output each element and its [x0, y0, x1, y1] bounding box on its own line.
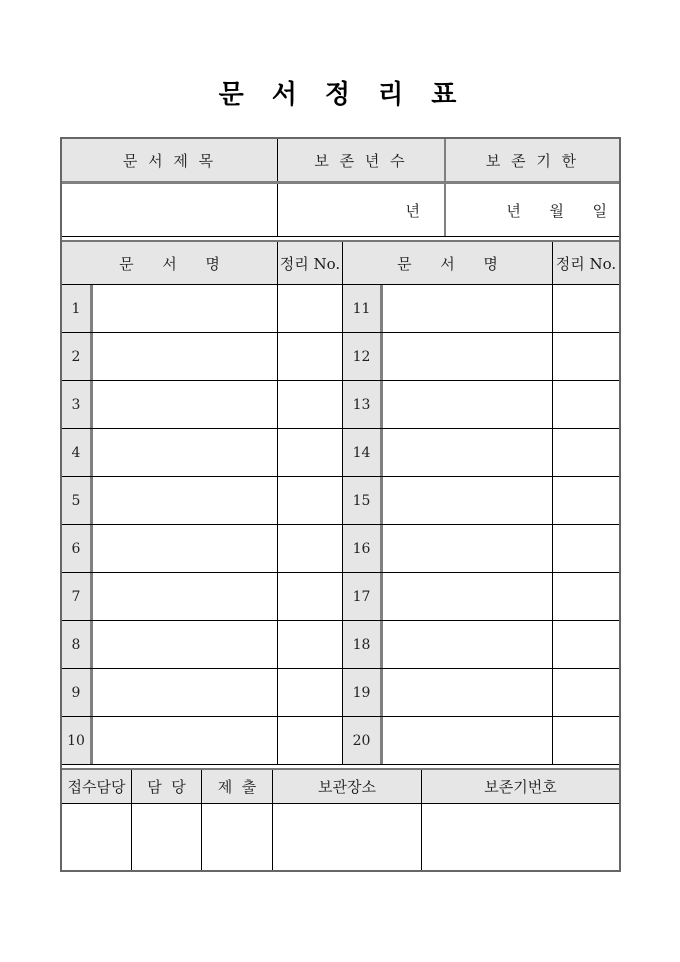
sort-no-cell-right[interactable]	[553, 429, 619, 476]
sort-no-cell-left[interactable]	[278, 573, 343, 620]
table-row	[62, 285, 619, 333]
doc-name-cell-left[interactable]	[93, 285, 278, 332]
row-number-right: 17	[343, 573, 383, 620]
charge-input-cell[interactable]	[132, 804, 202, 870]
table-row	[62, 381, 619, 429]
submit-input-cell[interactable]	[202, 804, 273, 870]
table-row	[62, 717, 619, 765]
row-number-left: 3	[62, 381, 93, 428]
doc-name-header-left: 문 서 명	[62, 242, 278, 284]
bottom-value-row	[62, 804, 619, 870]
table-row	[62, 525, 619, 573]
doc-name-cell-left[interactable]	[93, 333, 278, 380]
row-number-left: 10	[62, 717, 93, 764]
sort-no-cell-right[interactable]	[553, 621, 619, 668]
table-row	[62, 333, 619, 381]
row-number-left: 9	[62, 669, 93, 716]
retention-years-header: 보 존 년 수	[278, 139, 446, 181]
sort-no-cell-left[interactable]	[278, 381, 343, 428]
retention-no-header: 보존기번호	[422, 770, 619, 803]
doc-name-cell-left[interactable]	[93, 381, 278, 428]
row-number-left: 6	[62, 525, 93, 572]
sort-no-cell-right[interactable]	[553, 285, 619, 332]
table-row	[62, 429, 619, 477]
doc-name-cell-left[interactable]	[93, 669, 278, 716]
row-number-right: 18	[343, 621, 383, 668]
row-number-left: 2	[62, 333, 93, 380]
row-number-left: 4	[62, 429, 93, 476]
row-number-right: 19	[343, 669, 383, 716]
doc-name-cell-right[interactable]	[383, 621, 553, 668]
table-row	[62, 573, 619, 621]
row-number-right: 12	[343, 333, 383, 380]
table-row	[62, 621, 619, 669]
doc-name-cell-right[interactable]	[383, 573, 553, 620]
doc-title-header: 문 서 제 목	[62, 139, 278, 181]
sort-no-cell-left[interactable]	[278, 525, 343, 572]
top-header-row	[62, 139, 619, 184]
sort-no-cell-right[interactable]	[553, 381, 619, 428]
sort-no-cell-right[interactable]	[553, 525, 619, 572]
row-number-left: 1	[62, 285, 93, 332]
doc-name-cell-right[interactable]	[383, 333, 553, 380]
retention-years-input-cell[interactable]: 년	[278, 184, 446, 236]
retention-no-input-cell[interactable]	[422, 804, 619, 870]
doc-name-cell-right[interactable]	[383, 717, 553, 764]
row-number-right: 14	[343, 429, 383, 476]
sort-no-cell-right[interactable]	[553, 669, 619, 716]
sort-no-header-left: 정리 No.	[278, 242, 343, 284]
doc-name-cell-right[interactable]	[383, 429, 553, 476]
sort-no-header-right: 정리 No.	[553, 242, 619, 284]
sort-no-cell-left[interactable]	[278, 285, 343, 332]
doc-name-cell-left[interactable]	[93, 477, 278, 524]
table-row	[62, 477, 619, 525]
doc-name-cell-right[interactable]	[383, 381, 553, 428]
submit-header: 제 출	[202, 770, 273, 803]
sort-no-cell-left[interactable]	[278, 477, 343, 524]
document-organizer-table	[60, 137, 621, 872]
doc-name-cell-left[interactable]	[93, 525, 278, 572]
doc-name-header-right: 문 서 명	[343, 242, 553, 284]
reception-input-cell[interactable]	[62, 804, 132, 870]
reception-header: 접수담당	[62, 770, 132, 803]
charge-header: 담 당	[132, 770, 202, 803]
sort-no-cell-left[interactable]	[278, 717, 343, 764]
doc-name-cell-right[interactable]	[383, 525, 553, 572]
doc-name-cell-left[interactable]	[93, 621, 278, 668]
row-number-right: 20	[343, 717, 383, 764]
sort-no-cell-right[interactable]	[553, 333, 619, 380]
row-number-right: 15	[343, 477, 383, 524]
row-number-left: 5	[62, 477, 93, 524]
sort-no-cell-left[interactable]	[278, 333, 343, 380]
table-row	[62, 669, 619, 717]
storage-location-input-cell[interactable]	[273, 804, 422, 870]
row-number-left: 8	[62, 621, 93, 668]
sort-no-cell-left[interactable]	[278, 429, 343, 476]
doc-name-cell-left[interactable]	[93, 717, 278, 764]
page-title: 문 서 정 리 표	[218, 80, 462, 110]
row-number-left: 7	[62, 573, 93, 620]
row-number-right: 13	[343, 381, 383, 428]
doc-name-cell-right[interactable]	[383, 669, 553, 716]
doc-title-input-cell[interactable]	[62, 184, 278, 236]
sort-no-cell-left[interactable]	[278, 621, 343, 668]
doc-name-cell-left[interactable]	[93, 573, 278, 620]
row-number-right: 16	[343, 525, 383, 572]
sort-no-cell-right[interactable]	[553, 573, 619, 620]
top-value-row	[62, 184, 619, 237]
doc-name-cell-left[interactable]	[93, 429, 278, 476]
sort-no-cell-left[interactable]	[278, 669, 343, 716]
sort-no-cell-right[interactable]	[553, 717, 619, 764]
list-header-row	[62, 240, 619, 285]
storage-location-header: 보관장소	[273, 770, 422, 803]
bottom-header-row	[62, 768, 619, 804]
doc-name-cell-right[interactable]	[383, 285, 553, 332]
retention-limit-header: 보 존 기 한	[446, 139, 619, 181]
retention-limit-input-cell[interactable]: 년 월 일	[506, 201, 607, 220]
row-number-right: 11	[343, 285, 383, 332]
doc-name-cell-right[interactable]	[383, 477, 553, 524]
sort-no-cell-right[interactable]	[553, 477, 619, 524]
